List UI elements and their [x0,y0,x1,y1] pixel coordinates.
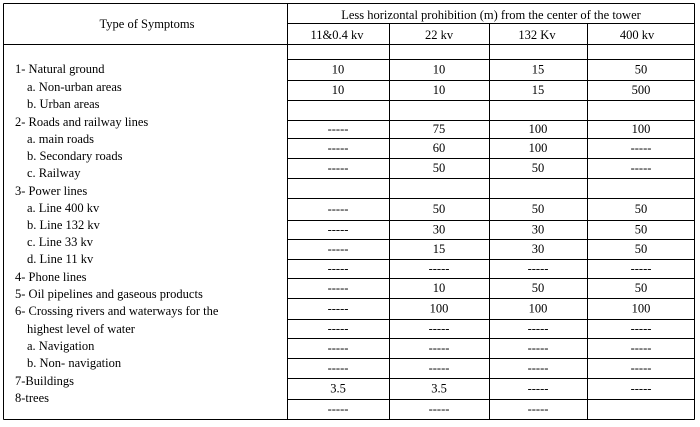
symptom-label: a. Navigation [27,339,95,353]
table-cell: ----- [327,301,349,316]
table-cell: ----- [630,261,652,276]
table-cell: ----- [327,281,349,295]
table-cell: 10 [432,62,446,77]
table-cell: ----- [527,381,549,396]
table-cell: 100 [528,122,548,136]
table-cell: 15 [531,83,545,97]
symptom-label: 1- Natural ground [15,62,105,76]
symptom-label: 2- Roads and railway lines [15,115,149,129]
symptom-labels [15,62,219,405]
table-cell: ----- [327,361,349,375]
table-cell: ----- [630,321,652,336]
table-cell: ----- [630,141,652,155]
symptom-label: a. Non-urban areas [27,80,122,94]
table-cell: 50 [531,202,545,216]
table-cell: ----- [527,321,549,336]
table-cell: 60 [432,141,446,155]
symptom-label: 6- Crossing rivers and waterways for the [15,304,219,318]
table-cell: ----- [527,341,549,355]
table-cell: ----- [327,202,349,216]
table-cell: 50 [634,62,648,77]
table-cell: 10 [432,281,446,295]
table-cell: 10 [331,62,345,77]
table-cell: ----- [630,381,652,396]
header-group: Less horizontal prohibition (m) from the center of the tower [341,8,641,22]
table-cell: 100 [429,301,449,316]
table-cell: ----- [327,161,349,175]
table-cell: ----- [327,242,349,256]
symptom-label: a. Line 400 kv [27,201,100,215]
table-cell: ----- [327,122,349,136]
table-cell: 10 [432,83,446,97]
table-cell: 50 [432,202,446,216]
table-cell: ----- [630,161,652,175]
header-col-132kv: 132 Kv [518,28,556,42]
table-cell: 75 [432,122,446,136]
table-cell: 50 [531,281,545,295]
table-cell: ----- [630,361,652,375]
symptom-label: a. main roads [27,132,94,146]
table-cell: ----- [428,261,450,276]
table-cell: ----- [428,341,450,355]
symptom-label: 3- Power lines [15,184,88,198]
table-cell: ----- [327,222,349,237]
symptom-label: 7-Buildings [15,374,75,388]
table-cell: ----- [327,141,349,155]
table-cell: 30 [432,222,446,237]
table-cell: 100 [528,141,548,155]
table-cell: 50 [634,222,648,237]
table-cell: 15 [531,62,545,77]
table-cell: 100 [528,301,548,316]
table-cell: ----- [527,361,549,375]
table-cell: 50 [634,202,648,216]
symptom-label: b. Urban areas [27,97,100,111]
symptoms-table [3,3,695,424]
table-cell: 10 [331,83,345,97]
table-cell: ----- [327,402,349,416]
header-col-400kv: 400 kv [619,28,655,42]
table-cell: ----- [428,402,450,416]
table-cell: 3.5 [330,381,346,396]
table-cell: 50 [634,281,648,295]
table-cell: 100 [631,122,651,136]
symptom-label: b. Non- navigation [27,356,122,370]
table-cell: 15 [432,242,446,256]
symptom-label: 8-trees [15,391,50,405]
table-cell: 3.5 [431,381,447,396]
symptom-label: b. Secondary roads [27,149,123,163]
table-cell: 50 [634,242,648,256]
symptom-label: c. Railway [27,166,81,180]
symptom-label: c. Line 33 kv [27,235,93,249]
table-cell: 50 [531,161,545,175]
table-cell: 30 [531,242,545,256]
symptom-label: highest level of water [27,322,135,336]
table-cell: ----- [527,261,549,276]
symptom-label: b. Line 132 kv [27,218,100,232]
header-symptoms: Type of Symptoms [99,17,195,31]
table-cell: ----- [327,321,349,336]
table-cell: 500 [631,83,651,97]
symptom-label: 5- Oil pipelines and gaseous products [15,287,203,301]
table-cell: ----- [428,361,450,375]
symptom-label: 4- Phone lines [15,270,87,284]
table-cell: 30 [531,222,545,237]
header-col-22kv: 22 kv [424,28,454,42]
table-cell: ----- [527,402,549,416]
table-cell: ----- [630,341,652,355]
header-col-11kv: 11&0.4 kv [310,28,364,42]
symptom-label: d. Line 11 kv [27,252,94,266]
table-cell: ----- [327,341,349,355]
table-cell: 50 [432,161,446,175]
table-cell: ----- [327,261,349,276]
table-cell: 100 [631,301,651,316]
table-cell: ----- [428,321,450,336]
